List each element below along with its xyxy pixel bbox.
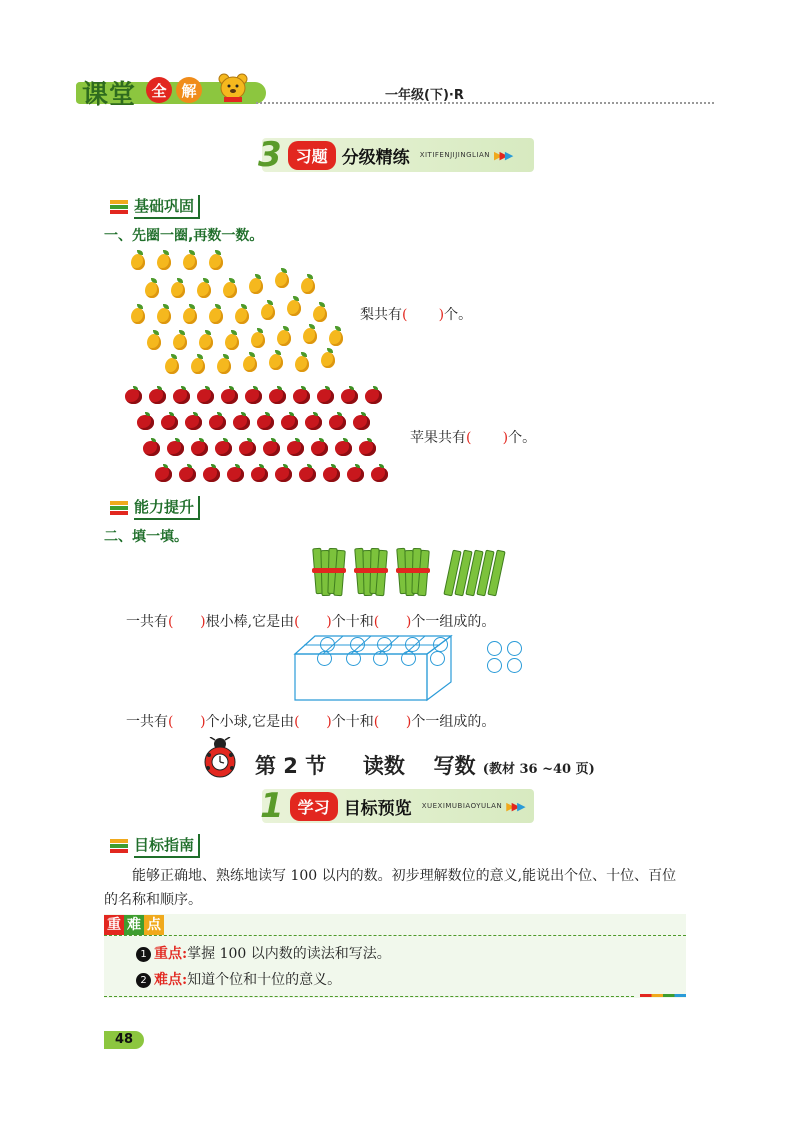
pear-icon [261,300,275,320]
header [76,72,716,110]
pear-icon [223,278,237,298]
pears-answer-blank[interactable]: ( ) [402,307,445,323]
ball-icon [507,658,522,673]
apple-icon [263,438,280,455]
pear-icon [131,250,145,270]
apple-icon [359,438,376,455]
apple-icon [293,386,310,403]
brand-circle-2: 解 [176,77,202,103]
pears-answer-line [360,304,472,324]
apple-icon [329,412,346,429]
keypoints-divider-bottom [104,996,634,997]
stick-bundle [352,546,388,598]
section-stripes-icon [110,839,128,853]
balls-p3: 个十和 [331,714,374,730]
banner2-title: 目标预览 [343,798,412,819]
section-basic-label: 基础巩固 [134,195,200,219]
pear-icon [235,304,249,324]
ball-icon [405,637,420,652]
apple-icon [161,412,178,429]
balls-tens-blank[interactable]: ( ) [294,714,332,730]
section-ability [110,496,200,520]
section-ability-label: 能力提升 [134,496,200,520]
apple-icon [365,386,382,403]
balls-ones-blank[interactable]: ( ) [373,714,412,730]
apple-icon [137,412,154,429]
ball-icon [487,658,502,673]
pear-icon [243,352,257,372]
apple-icon [125,386,142,403]
apple-icon [167,438,184,455]
sticks-p1: 一共有 [126,614,168,630]
pear-icon [217,354,231,374]
pear-icon [209,250,223,270]
apple-icon [221,386,238,403]
banner2-number: 1 [260,786,284,826]
sticks-p3: 个十和 [331,614,374,630]
sticks-total-blank[interactable]: ( ) [168,614,206,630]
arrows-icon: ▶▶▶ [493,148,511,162]
apple-icon [287,438,304,455]
keypoint-key-1: 重点: [154,946,188,962]
apple-icon [203,464,220,481]
apple-icon [179,464,196,481]
apple-icon [305,412,322,429]
apple-icon [341,386,358,403]
section-stripes-icon [110,200,128,214]
apples-group [125,384,400,492]
keypoint-char-1: 重 [104,915,124,935]
pear-icon [183,250,197,270]
goal-text-line-1: 能够正确地、熟练地读写 100 以内的数。初步理解数位的意义,能说出个位、十位、百位 [132,868,677,884]
apple-icon [245,386,262,403]
pear-icon [287,296,301,316]
balls-total-blank[interactable]: ( ) [168,714,206,730]
banner-number: 3 [258,135,282,175]
section-basic [110,195,200,219]
apple-icon [323,464,340,481]
keypoint-num-2: 2 [136,973,151,988]
keypoint-item-2 [136,969,341,989]
q1-title: 一、先圈一圈,再数一数。 [104,228,264,244]
pear-icon [191,354,205,374]
balls-question-line [126,711,495,731]
ball-icon [346,651,361,666]
lesson-ref: (教材 36 ~40 页) [482,762,595,777]
banner-subtitle: XITIFENJIJINGLIAN [419,151,490,159]
apple-icon [197,386,214,403]
sticks-question-line [126,611,495,631]
grade-label: 一年级(下)·R [385,88,464,103]
lesson-section: 第 2 节 [255,754,327,778]
apples-text-before: 苹果共有 [410,430,466,446]
pear-icon [251,328,265,348]
apples-answer-line [410,427,536,447]
pears-text-after: 个。 [444,307,473,323]
pear-icon [173,330,187,350]
section-goal-label: 目标指南 [134,834,200,858]
sticks-p2: 根小棒,它是由 [205,614,295,630]
pear-icon [313,302,327,322]
section-stripes-icon [110,501,128,515]
ball-icon [430,651,445,666]
apple-icon [317,386,334,403]
keypoint-key-2: 难点: [154,972,188,988]
sticks-tens-blank[interactable]: ( ) [294,614,332,630]
ball-icon [433,637,448,652]
apples-answer-blank[interactable]: ( ) [466,430,509,446]
banner-tag: 习题 [288,141,336,170]
pear-icon [157,304,171,324]
keypoint-text-1: 掌握 100 以内数的读法和写法。 [187,946,391,962]
stick-bundle [310,546,346,598]
apple-icon [173,386,190,403]
apples-text-after: 个。 [508,430,537,446]
apple-icon [281,412,298,429]
q2-title: 二、填一填。 [104,529,188,545]
apple-icon [239,438,256,455]
arrows-icon: ▶▶▶ [506,799,523,813]
exercise-banner [258,135,534,175]
pear-icon [295,352,309,372]
apple-icon [269,386,286,403]
pear-icon [183,304,197,324]
pear-icon [171,278,185,298]
lesson-topic-1: 读数 [362,754,405,778]
balls-p1: 一共有 [126,714,168,730]
apple-icon [353,412,370,429]
apple-icon [143,438,160,455]
pear-icon [147,330,161,350]
balls-group [293,632,533,704]
pear-icon [131,304,145,324]
apple-icon [227,464,244,481]
brand-circle-1: 全 [146,77,172,103]
banner-title: 分级精练 [341,147,410,168]
apple-icon [149,386,166,403]
apple-icon [233,412,250,429]
pear-icon [209,304,223,324]
goal-text [104,864,704,912]
ladybug-clock-icon [200,737,240,779]
bundle-band [312,568,346,573]
ball-icon [373,651,388,666]
pear-icon [303,324,317,344]
keypoints-divider-top [104,935,686,936]
pear-icon [197,278,211,298]
keypoints-box [104,914,686,998]
lesson-heading [255,750,595,780]
sticks-ones-blank[interactable]: ( ) [373,614,412,630]
pear-icon [199,330,213,350]
brand-title: 课堂 [82,80,137,110]
sticks-p4: 个一组成的。 [411,614,496,630]
pear-icon [269,350,283,370]
keypoint-char-3: 点 [144,915,164,935]
ball-icon [320,637,335,652]
pears-text-before: 梨共有 [360,307,402,323]
pear-icon [249,274,263,294]
bundle-band [354,568,388,573]
pear-icon [329,326,343,346]
goal-text-line-2: 的名称和顺序。 [104,892,202,908]
apple-icon [275,464,292,481]
apple-icon [155,464,172,481]
banner2-tag: 学习 [290,792,338,821]
keypoint-text-2: 知道个位和十位的意义。 [187,972,342,988]
balls-p2: 个小球,它是由 [205,714,295,730]
pears-group [125,248,345,378]
keypoints-tag [104,914,164,935]
apple-icon [299,464,316,481]
pear-icon [165,354,179,374]
pear-icon [277,326,291,346]
pear-icon [275,268,289,288]
header-divider [256,102,714,104]
bear-mascot-icon [216,72,250,102]
keypoints-corner-stripes [640,994,686,997]
ball-icon [377,637,392,652]
ball-icon [507,641,522,656]
ball-icon [350,637,365,652]
apple-icon [185,412,202,429]
apple-icon [215,438,232,455]
section-goal [110,834,200,858]
apple-icon [347,464,364,481]
keypoint-char-2: 难 [124,915,144,935]
apple-icon [251,464,268,481]
pear-icon [145,278,159,298]
apple-icon [209,412,226,429]
apple-icon [311,438,328,455]
page-number: 48 [104,1031,144,1049]
stick-bundle [394,546,430,598]
ball-icon [317,651,332,666]
lesson-topic-2: 写数 [433,754,476,778]
keypoint-num-1: 1 [136,947,151,962]
ball-icon [487,641,502,656]
banner2-subtitle: XUEXIMUBIAOYULAN [421,802,503,810]
sticks-group [310,546,510,598]
bundle-band [396,568,430,573]
keypoint-item-1 [136,943,391,963]
balls-p4: 个一组成的。 [411,714,496,730]
pear-icon [157,250,171,270]
pear-icon [301,274,315,294]
apple-icon [257,412,274,429]
ball-icon [401,651,416,666]
apple-icon [191,438,208,455]
apple-icon [371,464,388,481]
apple-icon [335,438,352,455]
study-banner [260,786,534,826]
pear-icon [321,348,335,368]
pear-icon [225,330,239,350]
